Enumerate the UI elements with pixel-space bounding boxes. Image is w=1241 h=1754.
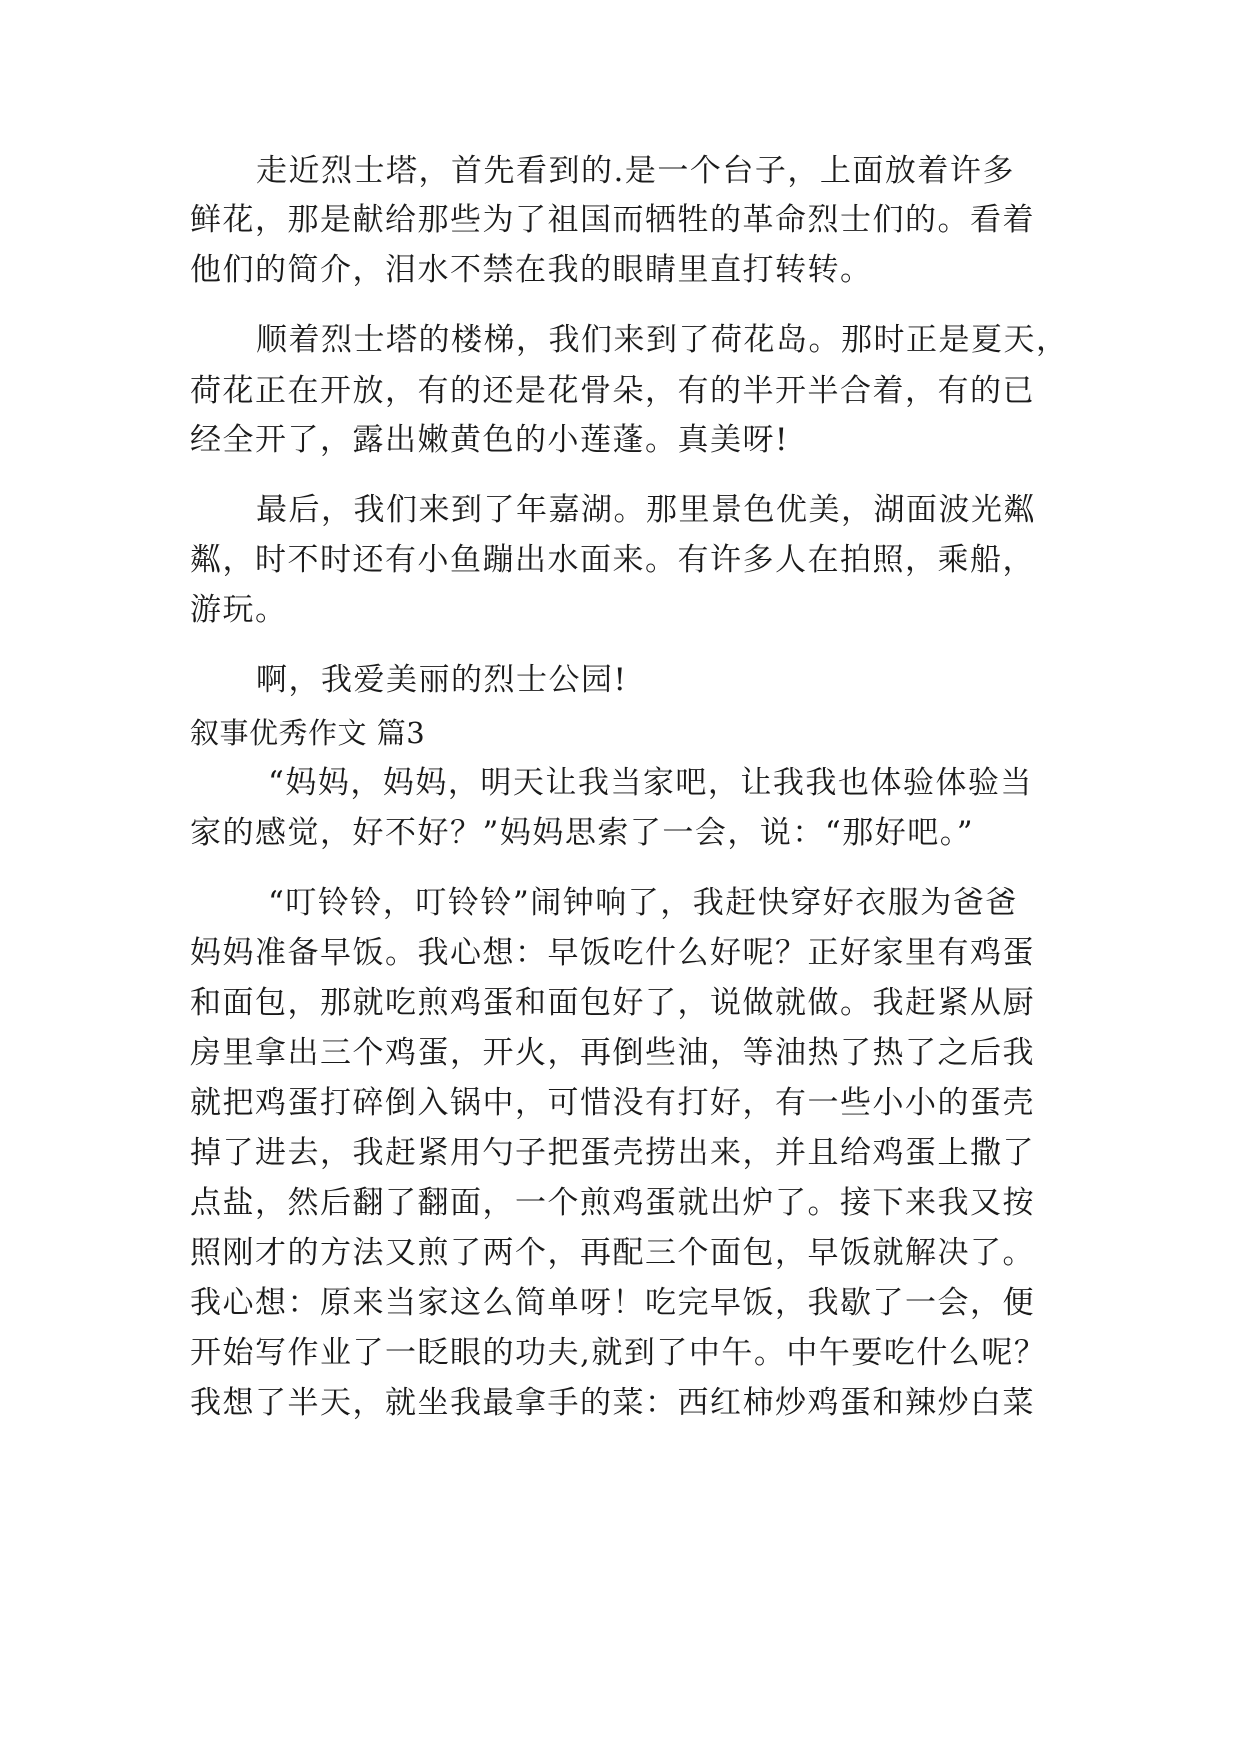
- paragraph-line: 粼，时不时还有小鱼蹦出水面来。有许多人在拍照，乘船，: [190, 542, 1035, 578]
- paragraph-line: 鲜花，那是献给那些为了祖国而牺牲的革命烈士们的。看着: [190, 202, 1035, 238]
- paragraph-line: 家的感觉，好不好？”妈妈思索了一会，说：“那好吧。”: [190, 815, 975, 851]
- paragraph-line: 点盐，然后翻了翻面，一个煎鸡蛋就出炉了。接下来我又按: [190, 1185, 1035, 1221]
- paragraph-line: 荷花正在开放，有的还是花骨朵，有的半开半合着，有的已: [190, 373, 1035, 409]
- paragraph-line: 啊，我爱美丽的烈士公园!: [256, 662, 628, 698]
- section-heading: 叙事优秀作文 篇3: [190, 716, 426, 750]
- paragraph-line: 顺着烈士塔的楼梯，我们来到了荷花岛。那时正是夏天，: [256, 322, 1069, 358]
- paragraph-line: 妈妈准备早饭。我心想：早饭吃什么好呢？正好家里有鸡蛋: [190, 935, 1035, 971]
- paragraph-line: 游玩。: [190, 592, 288, 628]
- paragraph-line: 他们的简介，泪水不禁在我的眼睛里直打转转。: [190, 252, 873, 288]
- paragraph-line: 照刚才的方法又煎了两个，再配三个面包，早饭就解决了。: [190, 1235, 1035, 1271]
- paragraph-line: 我想了半天，就坐我最拿手的菜：西红柿炒鸡蛋和辣炒白菜: [190, 1385, 1035, 1421]
- paragraph-line: 经全开了，露出嫩黄色的小莲蓬。真美呀!: [190, 422, 789, 458]
- paragraph-line: “叮铃铃，叮铃铃”闹钟响了，我赶快穿好衣服为爸爸: [268, 885, 1018, 921]
- paragraph-line: 我心想：原来当家这么简单呀！吃完早饭，我歇了一会，便: [190, 1285, 1035, 1321]
- paragraph-line: 开始写作业了一眨眼的功夫,就到了中午。中午要吃什么呢？: [190, 1335, 1047, 1371]
- paragraph-line: “妈妈，妈妈，明天让我当家吧，让我我也体验体验当: [268, 765, 1033, 801]
- paragraph-line: 最后，我们来到了年嘉湖。那里景色优美，湖面波光粼: [256, 492, 1036, 528]
- paragraph-line: 走近烈士塔，首先看到的.是一个台子，上面放着许多: [256, 153, 1015, 189]
- paragraph-line: 就把鸡蛋打碎倒入锅中，可惜没有打好，有一些小小的蛋壳: [190, 1085, 1035, 1121]
- paragraph-line: 房里拿出三个鸡蛋，开火，再倒些油，等油热了热了之后我: [190, 1035, 1035, 1071]
- paragraph-line: 掉了进去，我赶紧用勺子把蛋壳捞出来，并且给鸡蛋上撒了: [190, 1135, 1035, 1171]
- paragraph-line: 和面包，那就吃煎鸡蛋和面包好了，说做就做。我赶紧从厨: [190, 985, 1035, 1021]
